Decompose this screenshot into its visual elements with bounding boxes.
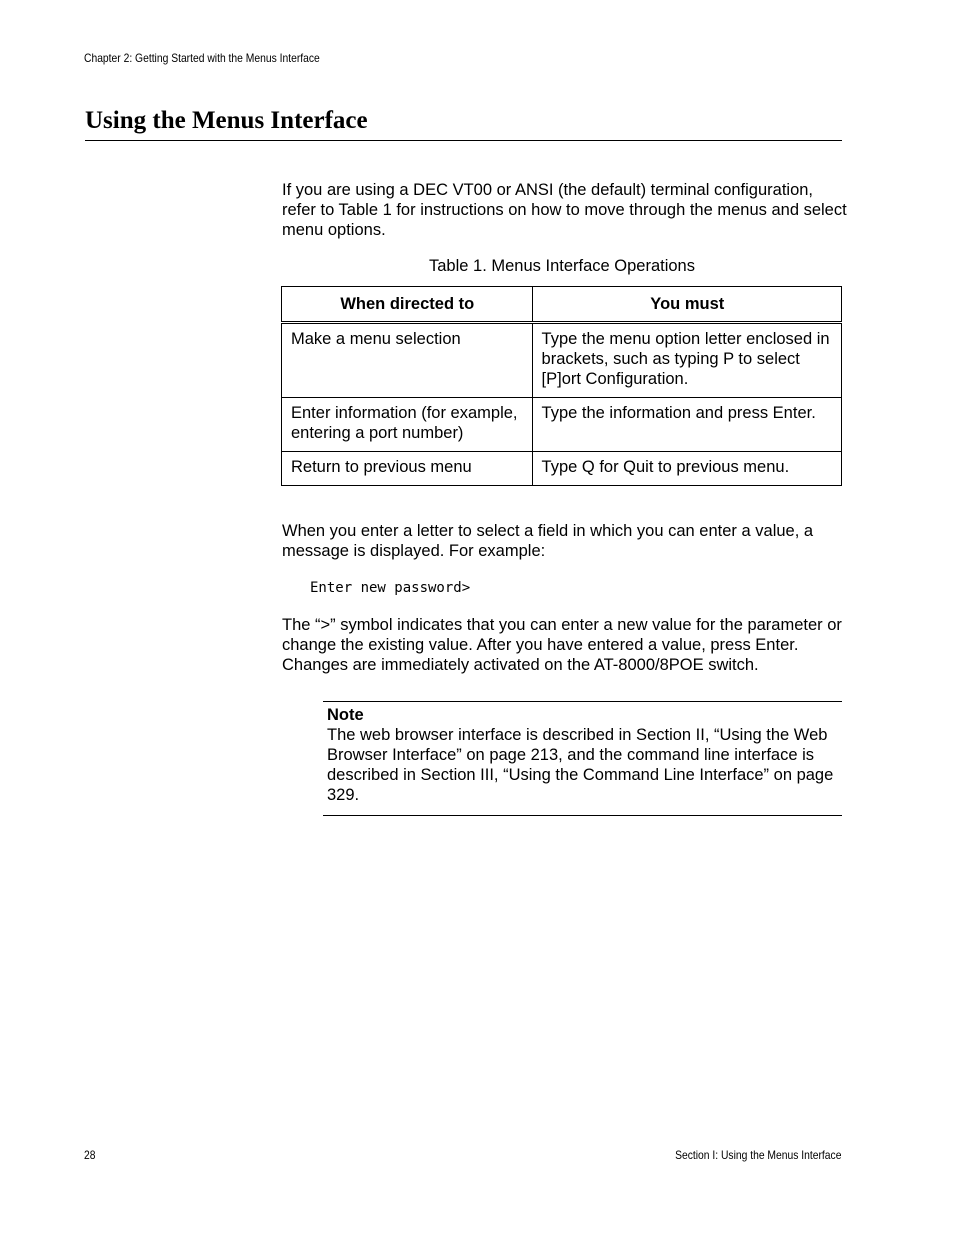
- running-footer: Section I: Using the Menus Interface: [674, 1148, 841, 1162]
- table-cell: Enter information (for example, entering a port number): [282, 398, 533, 452]
- table-cell: Type the information and press Enter.: [532, 398, 841, 452]
- table-row: [282, 398, 842, 452]
- note-box: [323, 701, 842, 816]
- page-number: 28: [84, 1148, 96, 1162]
- page-title: Using the Menus Interface: [85, 107, 368, 134]
- intro-paragraph: If you are using a DEC VT00 or ANSI (the default) terminal configuration, refer to Table 1 for instructions on how to move through the menus and select menu options.: [282, 181, 847, 239]
- note-label: Note: [327, 706, 364, 724]
- field-entry-paragraph: When you enter a letter to select a field in which you can enter a value, a message is displayed. For example:: [282, 522, 814, 560]
- code-example: Enter new password>: [310, 580, 471, 596]
- table-cell: Type the menu option letter enclosed in brackets, such as typing P to select [P]ort Configuration.: [532, 323, 841, 398]
- operations-table: [281, 286, 842, 486]
- note-text: The web browser interface is described in Section II, “Using the Web Browser Interface” on page 213, and the command line interface is described in Section III, “Using the Command Line Interface” on page 329.: [327, 726, 834, 804]
- table-cell: Make a menu selection: [282, 323, 533, 398]
- table-cell: Type Q for Quit to previous menu.: [532, 452, 841, 486]
- table-caption: Table 1. Menus Interface Operations: [429, 257, 695, 275]
- title-rule: [85, 140, 842, 141]
- column-header-when: When directed to: [282, 287, 533, 323]
- running-header: Chapter 2: Getting Started with the Menus Interface: [84, 51, 320, 65]
- table-row: [282, 323, 842, 398]
- column-header-must: You must: [532, 287, 841, 323]
- table-header-row: [282, 287, 842, 323]
- table-cell: Return to previous menu: [282, 452, 533, 486]
- symbol-paragraph: The “>” symbol indicates that you can enter a new value for the parameter or change the existing value. After you have entered a value, press Enter. Changes are immediately activated on the AT-8000/8POE switch.: [282, 616, 842, 674]
- table-row: [282, 452, 842, 486]
